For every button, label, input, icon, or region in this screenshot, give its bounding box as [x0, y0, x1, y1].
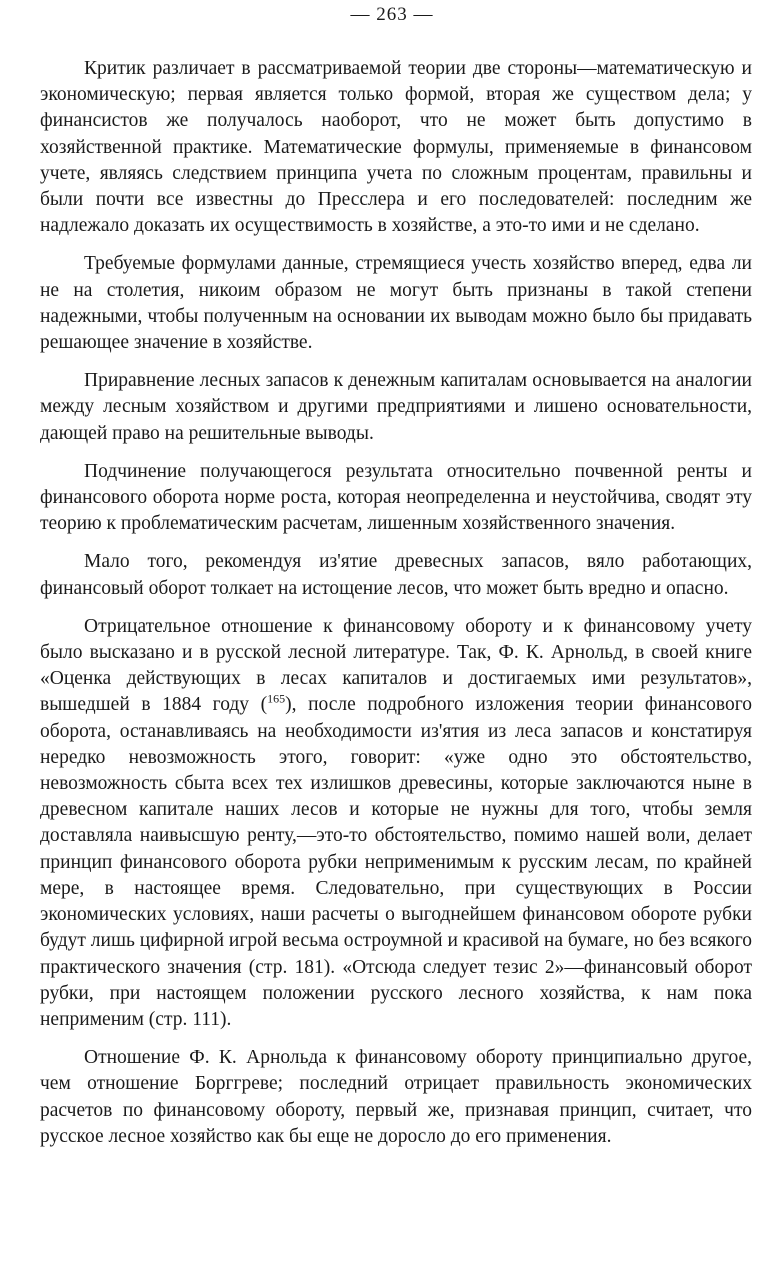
paragraph-arnold-vs-borggreve: Отношение Ф. К. Арнольда к финансовому обороту принципиально другое, чем отношение Борггреве; последний отрицает правильность экономических расчетов по финансовому обороту, первый же, признавая принцип, считает, что русское лесное хозяйство как бы еще не доросло до его применения.: [40, 1047, 752, 1147]
paragraph-depletion: Мало того, рекомендуя из'ятие древесных запасов, вяло работающих, финансовый оборот толкает на истощение лесов, что может быть вредно и опасно.: [40, 551, 752, 599]
paragraph-arnold-quote: [40, 614, 752, 1033]
page-number: — 263 —: [350, 4, 434, 25]
footnote-reference: 165: [267, 691, 286, 706]
paragraph-critic-distinguishes: Критик различает в рассматриваемой теории две стороны—математическую и экономическую; первая является только формой, вторая же существом дела; у финансистов же получалось наоборот, что не может быть допустимо в хозяйственной практике. Математические формулы, применяемые в финансовом учете, являясь следствием принципа учета по сложным процентам, правильны и были почти все известны до Пресслера и его последователей: последним же надлежало доказать их осуществимость в хозяйстве, а это-то ими и не сделано.: [40, 58, 752, 237]
page-body: [40, 56, 752, 1162]
paragraph-forest-capital-analogy: Приравнение лесных запасов к денежным капиталам основывается на аналогии между лесным хозяйством и другими предприятиями и лишено основательности, дающей право на решительные выводы.: [40, 370, 752, 444]
paragraph-subordination: Подчинение получающегося результата относительно почвенной ренты и финансового оборота норме роста, которая неопределенна и неустойчива, сводят эту теорию к проблематическим расчетам, лишенным хозяйственного значения.: [40, 460, 752, 535]
paragraph-required-data: Требуемые формулами данные, стремящиеся учесть хозяйство вперед, едва ли не на столетия, никоим образом не могут быть признаны в такой степени надежными, чтобы полученным на основании их выводам можно было бы придавать решающее значение в хозяйстве.: [40, 253, 752, 354]
paragraph-arnold-text-after: ), после подробного изложения теории финансового оборота, останавливаясь на необходимости из'ятия из леса запасов и констатируя нередко невозможность этого, говорит: «уже одно это обстоятельство, невозможность сбыта всех тех излишков древесины, которые заключаются ныне в древесном капитале наших лесов и которые не нужны для того, чтобы земля доставляла наивысшую ренту,—это-то обстоятельство, помимо нашей воли, делает принцип финансового оборота рубки неприменимым к русским лесам, по крайней мере, в настоящее время. Следовательно, при существующих в России экономических условиях, наши расчеты о выгоднейшем финансовом обороте рубки будут лишь цифирной игрой весьма остроумной и красивой на бумаге, но без всякого практического значения (стр. 181). «Отсюда следует тезис 2»—финансовый оборот рубки, при настоящем положении русского лесного хозяйства, к нам пока неприменим (стр. 111).: [40, 694, 752, 1030]
paragraph-arnold-text-before: Отрицательное отношение к финансовому обороту и к финансовому учету было высказано и в русской лесной литературе. Так, Ф. К. Арнольд, в своей книге «Оценка действующих в лесах капиталов и достигаемых ими результатов», вышедшей в 1884 году (: [40, 615, 752, 716]
